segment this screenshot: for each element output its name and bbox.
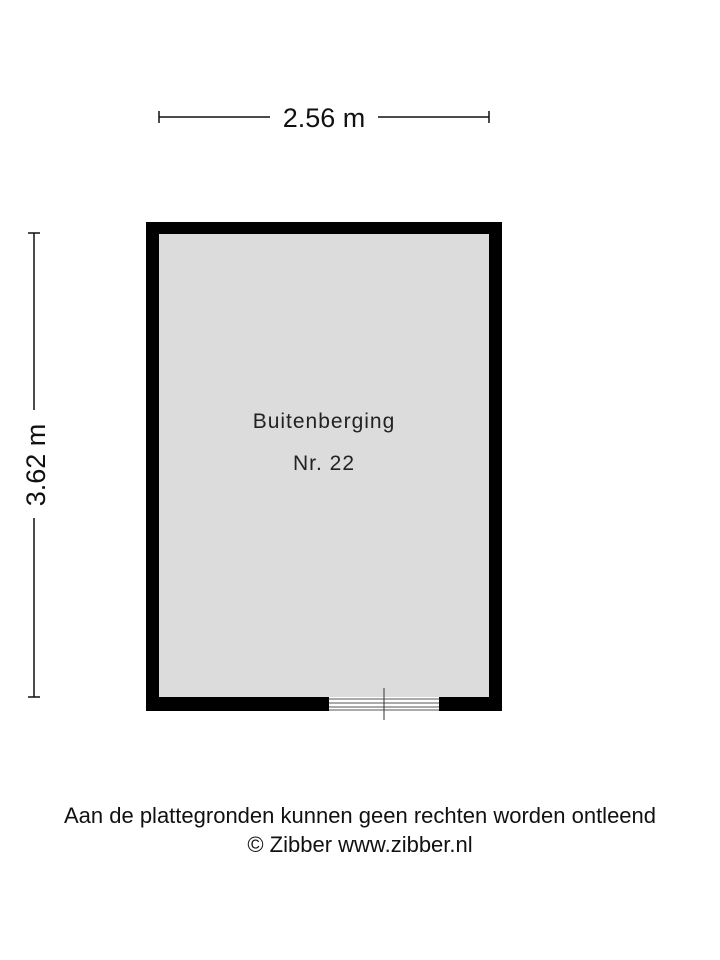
- room-buitenberging: [146, 222, 502, 711]
- room-name-label: Buitenberging: [252, 410, 396, 433]
- footer-disclaimer: Aan de plattegronden kunnen geen rechten worden ontleend: [63, 803, 657, 828]
- height-dimension-label: 3.62 m: [21, 423, 51, 507]
- width-dimension-label: 2.56 m: [282, 103, 366, 133]
- height-dimension: [21, 233, 51, 697]
- footer-copyright: © Zibber www.zibber.nl: [247, 832, 473, 857]
- room-number-label: Nr. 22: [292, 452, 356, 475]
- width-dimension: [159, 103, 489, 133]
